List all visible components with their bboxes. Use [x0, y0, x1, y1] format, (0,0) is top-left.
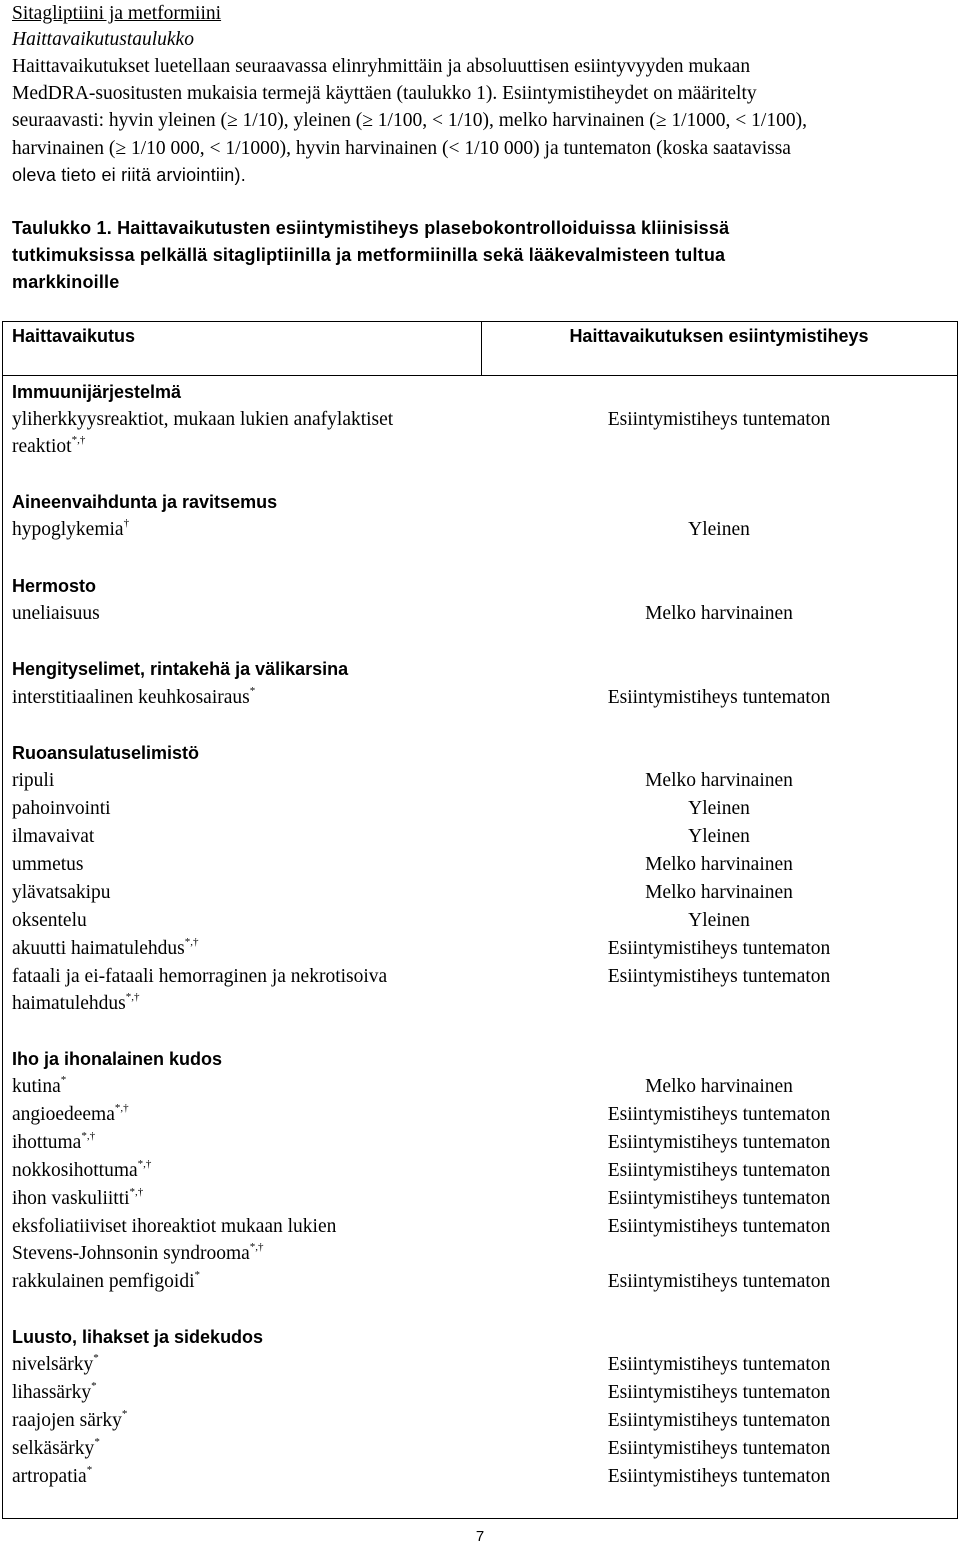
footnote-mark: *,†	[71, 434, 86, 446]
reaction-term: hypoglykemia†	[12, 517, 130, 540]
reaction-frequency: Esiintymistiheys tuntematon	[607, 1104, 831, 1125]
category-heading: Hengityselimet, rintakehä ja välikarsina	[12, 659, 349, 679]
footnote-mark: *,†	[184, 936, 199, 948]
footnote-mark: *	[60, 1074, 67, 1086]
reaction-term: reaktiot*,†	[12, 434, 86, 457]
reaction-frequency: Yleinen	[688, 798, 750, 819]
intro-line: Haittavaikutukset luetellaan seuraavassa elinryhmittäin ja absoluuttisen esiintyvyyden mukaan	[12, 56, 751, 77]
reaction-frequency: Melko harvinainen	[645, 854, 793, 875]
footnote-mark: *,†	[137, 1158, 152, 1170]
footnote-mark: *,†	[129, 1186, 144, 1198]
column-header-reaction: Haittavaikutus	[12, 326, 136, 346]
reaction-term: fataali ja ei-fataali hemorraginen ja nekrotisoiva	[12, 966, 388, 987]
intro-line: harvinainen (≥ 1/10 000, < 1/1000), hyvin harvinainen (< 1/10 000) ja tuntematon (koska saatavissa	[12, 138, 791, 159]
reaction-frequency: Yleinen	[688, 519, 750, 540]
table-caption-line: markkinoille	[12, 272, 120, 292]
reaction-frequency: Esiintymistiheys tuntematon	[607, 1160, 831, 1181]
category-heading: Hermosto	[12, 576, 97, 596]
reaction-term: selkäsärky*	[12, 1436, 100, 1459]
reaction-frequency: Esiintymistiheys tuntematon	[607, 1438, 831, 1459]
footnote-mark: *	[249, 685, 256, 697]
reaction-term: ihon vaskuliitti*,†	[12, 1186, 144, 1209]
reaction-frequency: Esiintymistiheys tuntematon	[607, 1410, 831, 1431]
intro-line: MedDRA-suositusten mukaisia termejä käyttäen (taulukko 1). Esiintymistiheydet on määritelty	[12, 83, 757, 104]
footnote-mark: *	[194, 1269, 200, 1281]
reaction-term: raajojen särky*	[12, 1408, 128, 1431]
reaction-term: ilmavaivat	[12, 826, 95, 847]
reaction-term: nokkosihottuma*,†	[12, 1158, 152, 1181]
reaction-term: artropatia*	[12, 1464, 93, 1487]
intro-line: seuraavasti: hyvin yleinen (≥ 1/10), yleinen (≥ 1/100, < 1/10), melko harvinainen (≥ 1/1000, < 1/100),	[12, 110, 807, 131]
reaction-term: interstitiaalinen keuhkosairaus*	[12, 685, 256, 708]
reaction-term: lihassärky*	[12, 1380, 97, 1403]
reaction-term: pahoinvointi	[12, 798, 111, 819]
reaction-term: ihottuma*,†	[12, 1130, 96, 1153]
footnote-mark: *	[94, 1436, 100, 1448]
section-subtitle: Haittavaikutustaulukko	[12, 29, 194, 50]
page-number: 7	[475, 1528, 485, 1545]
category-heading: Immuunijärjestelmä	[12, 382, 182, 402]
table-caption-line: Taulukko 1. Haittavaikutusten esiintymistiheys plasebokontrolloiduissa kliinisissä	[12, 218, 730, 238]
footnote-mark: *,†	[125, 991, 140, 1003]
category-heading: Aineenvaihdunta ja ravitsemus	[12, 492, 278, 512]
reaction-frequency: Yleinen	[688, 910, 750, 931]
reaction-term: haimatulehdus*,†	[12, 991, 140, 1014]
reaction-frequency: Esiintymistiheys tuntematon	[607, 966, 831, 987]
footnote-mark: †	[123, 517, 130, 529]
reaction-frequency: Esiintymistiheys tuntematon	[607, 409, 831, 430]
reaction-frequency: Melko harvinainen	[645, 770, 793, 791]
section-title: Sitagliptiini ja metformiini	[12, 3, 222, 24]
reaction-term: rakkulainen pemfigoidi*	[12, 1269, 200, 1292]
reaction-frequency: Melko harvinainen	[645, 882, 793, 903]
footnote-mark: *,†	[114, 1102, 129, 1114]
reaction-term: angioedeema*,†	[12, 1102, 129, 1125]
reaction-frequency: Esiintymistiheys tuntematon	[607, 1354, 831, 1375]
reaction-frequency: Yleinen	[688, 826, 750, 847]
reaction-frequency: Esiintymistiheys tuntematon	[607, 1216, 831, 1237]
reaction-term: ylävatsakipu	[12, 882, 111, 903]
reaction-frequency: Esiintymistiheys tuntematon	[607, 938, 831, 959]
reaction-term: oksentelu	[12, 910, 87, 931]
category-heading: Luusto, lihakset ja sidekudos	[12, 1327, 264, 1347]
category-heading: Ruoansulatuselimistö	[12, 743, 200, 763]
footnote-mark: *,†	[249, 1241, 264, 1253]
table-caption-line: tutkimuksissa pelkällä sitagliptiinilla ja metformiinilla sekä lääkevalmisteen tultua	[12, 245, 726, 265]
reaction-term: ummetus	[12, 854, 84, 875]
reaction-term: akuutti haimatulehdus*,†	[12, 936, 199, 959]
category-heading: Iho ja ihonalainen kudos	[12, 1049, 223, 1069]
table-header-divider	[2, 375, 958, 376]
footnote-mark: *,†	[81, 1130, 96, 1142]
reaction-frequency: Melko harvinainen	[645, 1076, 793, 1097]
reaction-frequency: Melko harvinainen	[645, 603, 793, 624]
reaction-term: eksfoliatiiviset ihoreaktiot mukaan lukien	[12, 1216, 337, 1237]
reaction-term: kutina*	[12, 1074, 67, 1097]
reaction-frequency: Esiintymistiheys tuntematon	[607, 687, 831, 708]
reaction-frequency: Esiintymistiheys tuntematon	[607, 1271, 831, 1292]
footnote-mark: *	[121, 1408, 128, 1420]
reaction-term: yliherkkyysreaktiot, mukaan lukien anafylaktiset	[12, 409, 394, 430]
reaction-term: ripuli	[12, 770, 55, 791]
reaction-frequency: Esiintymistiheys tuntematon	[607, 1188, 831, 1209]
footnote-mark: *	[93, 1352, 99, 1364]
reaction-term: nivelsärky*	[12, 1352, 99, 1375]
reaction-term: Stevens-Johnsonin syndrooma*,†	[12, 1241, 264, 1264]
reaction-frequency: Esiintymistiheys tuntematon	[607, 1466, 831, 1487]
reaction-frequency: Esiintymistiheys tuntematon	[607, 1382, 831, 1403]
intro-line: oleva tieto ei riitä arviointiin).	[12, 165, 246, 185]
column-header-frequency: Haittavaikutuksen esiintymistiheys	[569, 326, 869, 346]
footnote-mark: *	[86, 1464, 93, 1476]
reaction-frequency: Esiintymistiheys tuntematon	[607, 1132, 831, 1153]
footnote-mark: *	[91, 1380, 97, 1392]
reaction-term: uneliaisuus	[12, 603, 100, 624]
